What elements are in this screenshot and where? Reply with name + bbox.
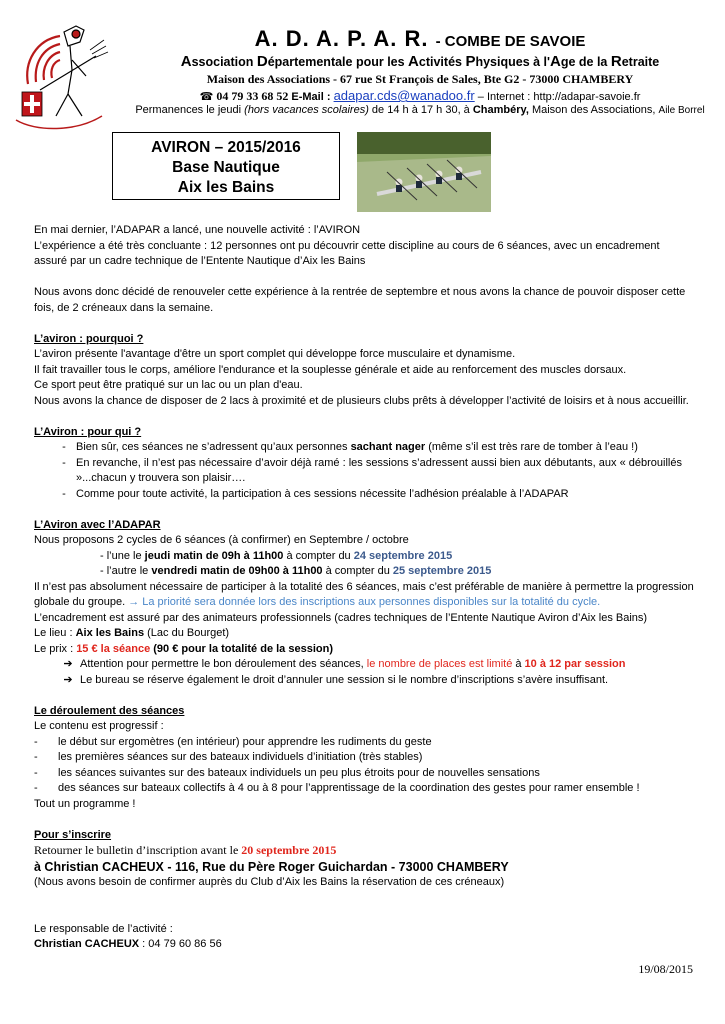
assoc-cap: A	[408, 53, 419, 70]
assoc-text: hysiques à l'	[475, 55, 550, 69]
item-text: les séances suivantes sur des bateaux individuels un peu plus étroits pour de nouvelles sensations	[58, 766, 540, 779]
section-title-deroulement: Le déroulement des séances	[34, 704, 185, 717]
section-title-pourqui: L’Aviron : pour qui ?	[34, 425, 142, 438]
item-text: les premières séances sur des bateaux individuels d’initiation (très stables)	[58, 751, 423, 763]
box-line3: Aix les Bains	[177, 179, 275, 196]
perm-text: de 14 h à 17 h 30, à	[368, 104, 473, 116]
arrow-text: à	[512, 658, 525, 670]
cycle-thursday	[34, 549, 694, 565]
assoc-text: etraite	[621, 55, 660, 69]
perm-text: Permanences le jeudi	[135, 104, 245, 116]
assoc-cap: P	[465, 53, 476, 70]
association-full-name	[120, 53, 720, 70]
arrow-text: Attention pour permettre le bon déroulement des séances,	[80, 658, 367, 670]
document-body	[34, 223, 694, 953]
responsable-phone: : 04 79 60 86 56	[139, 938, 222, 950]
phone-icon: ☎	[199, 91, 214, 103]
adapar-line: Nous proposons 2 cycles de 6 séances (à confirmer) en Septembre / octobre	[34, 534, 409, 546]
contact-line	[120, 88, 720, 104]
cycle-text: à compter du	[283, 549, 354, 562]
assoc-text: ctivités	[418, 55, 466, 69]
assoc-cap: D	[256, 53, 268, 70]
adapar-line: L’encadrement est assuré par des animateurs professionnels (cadres techniques de l’Entente Nautique Aviron d’Aix les Bains)	[34, 611, 648, 624]
arrow-right-icon: ➔	[63, 658, 73, 670]
price-label: Le prix :	[34, 642, 77, 655]
cycle-text: - l’une le	[100, 549, 145, 562]
assoc-cap: A	[550, 53, 561, 70]
phone-number: 04 79 33 68 52	[216, 89, 289, 103]
perm-text: Maison des Associations,	[528, 104, 659, 116]
intro-p2: L’expérience a été très concluante : 12 personnes ont pu découvrir cette discipline au cours de 6 séances, avec un encadrement assuré par un cadre technique de l’Entente Nautique d’Aix les Bains	[34, 239, 660, 267]
assoc-cap: A	[180, 53, 192, 70]
inscrire-address: à Christian CACHEUX - 116, Rue du Père Roger Guichardan - 73000 CHAMBERY	[34, 859, 509, 874]
adapar-text: Il n’est pas absolument nécessaire de participer à la totalité des 6 séances, mais c’est préférable de manière à permettre la progression globale du groupe.	[34, 580, 694, 608]
responsable-contact	[34, 937, 694, 953]
activity-title-box	[112, 132, 340, 200]
item-text: des séances sur bateaux collectifs à 4 ou à 8 pour l’apprentissage de la coordination des gestes pour ramer ensemble !	[58, 782, 640, 794]
section-title-adapar: L’Aviron avec l’ADAPAR	[34, 518, 161, 531]
pourquoi-line: Il fait travailler tous le corps, améliore l'endurance et la souplesse générale et aide au renforcement des muscles dorsaux.	[34, 363, 627, 376]
cycle-text: à compter du	[322, 565, 393, 577]
list-item: - Comme pour toute activité, la participation à ces sessions nécessite l’adhésion préalable à l’ADAPAR	[34, 487, 694, 503]
internet-text: – Internet : http://adapar-savoie.fr	[477, 91, 641, 103]
location-value: Aix les Bains	[75, 627, 145, 639]
intro-p1: En mai dernier, l’ADAPAR a lancé, une nouvelle activité : l’AVIRON	[34, 224, 361, 236]
arrow-item	[34, 673, 694, 689]
section-title-pourquoi: L’aviron : pourquoi ?	[34, 332, 144, 345]
arrow-red: le nombre de places est limité	[366, 658, 513, 670]
assoc-cap: R	[610, 53, 622, 70]
responsable-name: Christian CACHEUX	[34, 938, 140, 950]
intro-p3: Nous avons donc décidé de renouveler cette expérience à la rentrée de septembre et nous avons la chance de pouvoir disposer cette fois, de 2 créneaux dans la semaine.	[34, 286, 686, 314]
document-date: 19/08/2015	[638, 962, 693, 976]
adapar-line	[34, 580, 694, 611]
pourquoi-line: Nous avons la chance de disposer de 2 lacs à proximité et de plusieurs clubs prêts à développer l’activité de loisirs et à nous accueillir.	[34, 394, 689, 407]
priority-note: → La priorité sera donnée lors des inscriptions aux personnes disponibles sur la totalité du cycle.	[128, 596, 601, 608]
responsable-label: Le responsable de l’activité :	[34, 922, 173, 935]
location-line	[34, 626, 694, 642]
list-item: - des séances sur bateaux collectifs à 4 ou à 8 pour l’apprentissage de la coordination des gestes pour ramer ensemble !	[34, 781, 694, 797]
assoc-text: épartementale pour les	[267, 55, 409, 69]
arrow-item	[34, 657, 694, 673]
item-text: (même s’il est très rare de tomber à l’eau !)	[425, 441, 638, 453]
address: Maison des Associations - 67 rue St François de Sales, Bte G2 - 73000 CHAMBERY	[206, 72, 634, 86]
cycle-friday	[34, 564, 694, 580]
list-item: - les séances suivantes sur des bateaux individuels un peu plus étroits pour de nouvelles sensations	[34, 766, 694, 782]
cycle-date: 25 septembre 2015	[392, 565, 492, 577]
perm-italic: (hors vacances scolaires)	[244, 104, 369, 116]
item-text: Bien sûr, ces séances ne s’adressent qu’aux personnes	[76, 441, 351, 453]
title-sub: - COMBE DE SAVOIE	[435, 33, 586, 50]
organization-title	[120, 26, 720, 52]
pourquoi-line: Ce sport peut être pratiqué sur un lac ou un plan d'eau.	[34, 379, 303, 391]
inscrire-line	[34, 843, 694, 860]
assoc-text: ssociation	[191, 55, 257, 69]
list-item: - En revanche, il n’est pas nécessaire d’avoir déjà ramé : les sessions s’adressent aussi bien aux débutants, aux « débrouillés »...chacun y trouvera son plaisir….	[34, 456, 694, 487]
deroulement-line: Le contenu est progressif :	[34, 720, 164, 732]
location-label: Le lieu :	[34, 627, 76, 639]
adapar-logo	[6, 20, 114, 140]
email-link[interactable]: adapar.cds@wanadoo.fr	[333, 88, 475, 103]
box-line2: Base Nautique	[172, 159, 280, 176]
perm-city: Chambéry,	[472, 104, 529, 116]
cycle-date: 24 septembre 2015	[353, 549, 453, 562]
item-bold: sachant nager	[350, 441, 426, 453]
price-line	[34, 642, 694, 658]
permanences	[120, 104, 720, 116]
inscrire-note: (Nous avons besoin de confirmer auprès du Club d’Aix les Bains la réservation de ces créneaux)	[34, 876, 505, 888]
deroulement-line: Tout un programme !	[34, 797, 136, 810]
rowing-photo	[357, 132, 491, 212]
price-value: 15 € la séance	[76, 642, 151, 655]
list-item: - les premières séances sur des bateaux individuels d’initiation (très stables)	[34, 750, 694, 766]
email-label: E-Mail :	[291, 91, 331, 103]
inscrire-text: Retourner le bulletin d’inscription avant le	[34, 843, 242, 857]
box-line1: AVIRON – 2015/2016	[151, 139, 301, 156]
cycle-text: - l’autre le	[100, 565, 152, 577]
cycle-time: vendredi matin de 09h00 à 11h00	[151, 565, 323, 577]
location-detail: (Lac du Bourget)	[144, 627, 230, 639]
list-item: - le début sur ergomètres (en intérieur) pour apprendre les rudiments du geste	[34, 735, 694, 751]
deadline-date: 20 septembre 2015	[241, 843, 337, 857]
section-title-inscrire: Pour s’inscrire	[34, 828, 112, 841]
price-total: (90 € pour la totalité de la session)	[150, 642, 333, 655]
pourquoi-line: L’aviron présente l'avantage d'être un sport complet qui développe force musculaire et dynamisme.	[34, 348, 516, 360]
item-text: le début sur ergomètres (en intérieur) pour apprendre les rudiments du geste	[58, 735, 432, 748]
assoc-text: ge de la	[560, 55, 611, 69]
perm-wing: Aile Borrel	[658, 105, 705, 116]
item-text: Comme pour toute activité, la participation à ces sessions nécessite l’adhésion préalable à l’ADAPAR	[76, 487, 569, 500]
arrow-red-bold: 10 à 12 par session	[524, 658, 626, 670]
arrow-right-icon: ➔	[63, 673, 73, 686]
arrow-text: Le bureau se réserve également le droit d’annuler une session si le nombre d’inscriptions s’avère insuffisant.	[80, 673, 609, 686]
title-main: A. D. A. P. A. R.	[254, 26, 429, 51]
cycle-time: jeudi matin de 09h à 11h00	[144, 549, 284, 562]
item-text: En revanche, il n’est pas nécessaire d’avoir déjà ramé : les sessions s’adressent aussi bien aux débutants, aux « débrouillés »...chacun y trouvera son plaisir….	[76, 456, 682, 484]
list-item: - Bien sûr, ces séances ne s’adressent qu’aux personnes sachant nager (même s’il est très rare de tomber à l’eau !)	[62, 441, 638, 453]
